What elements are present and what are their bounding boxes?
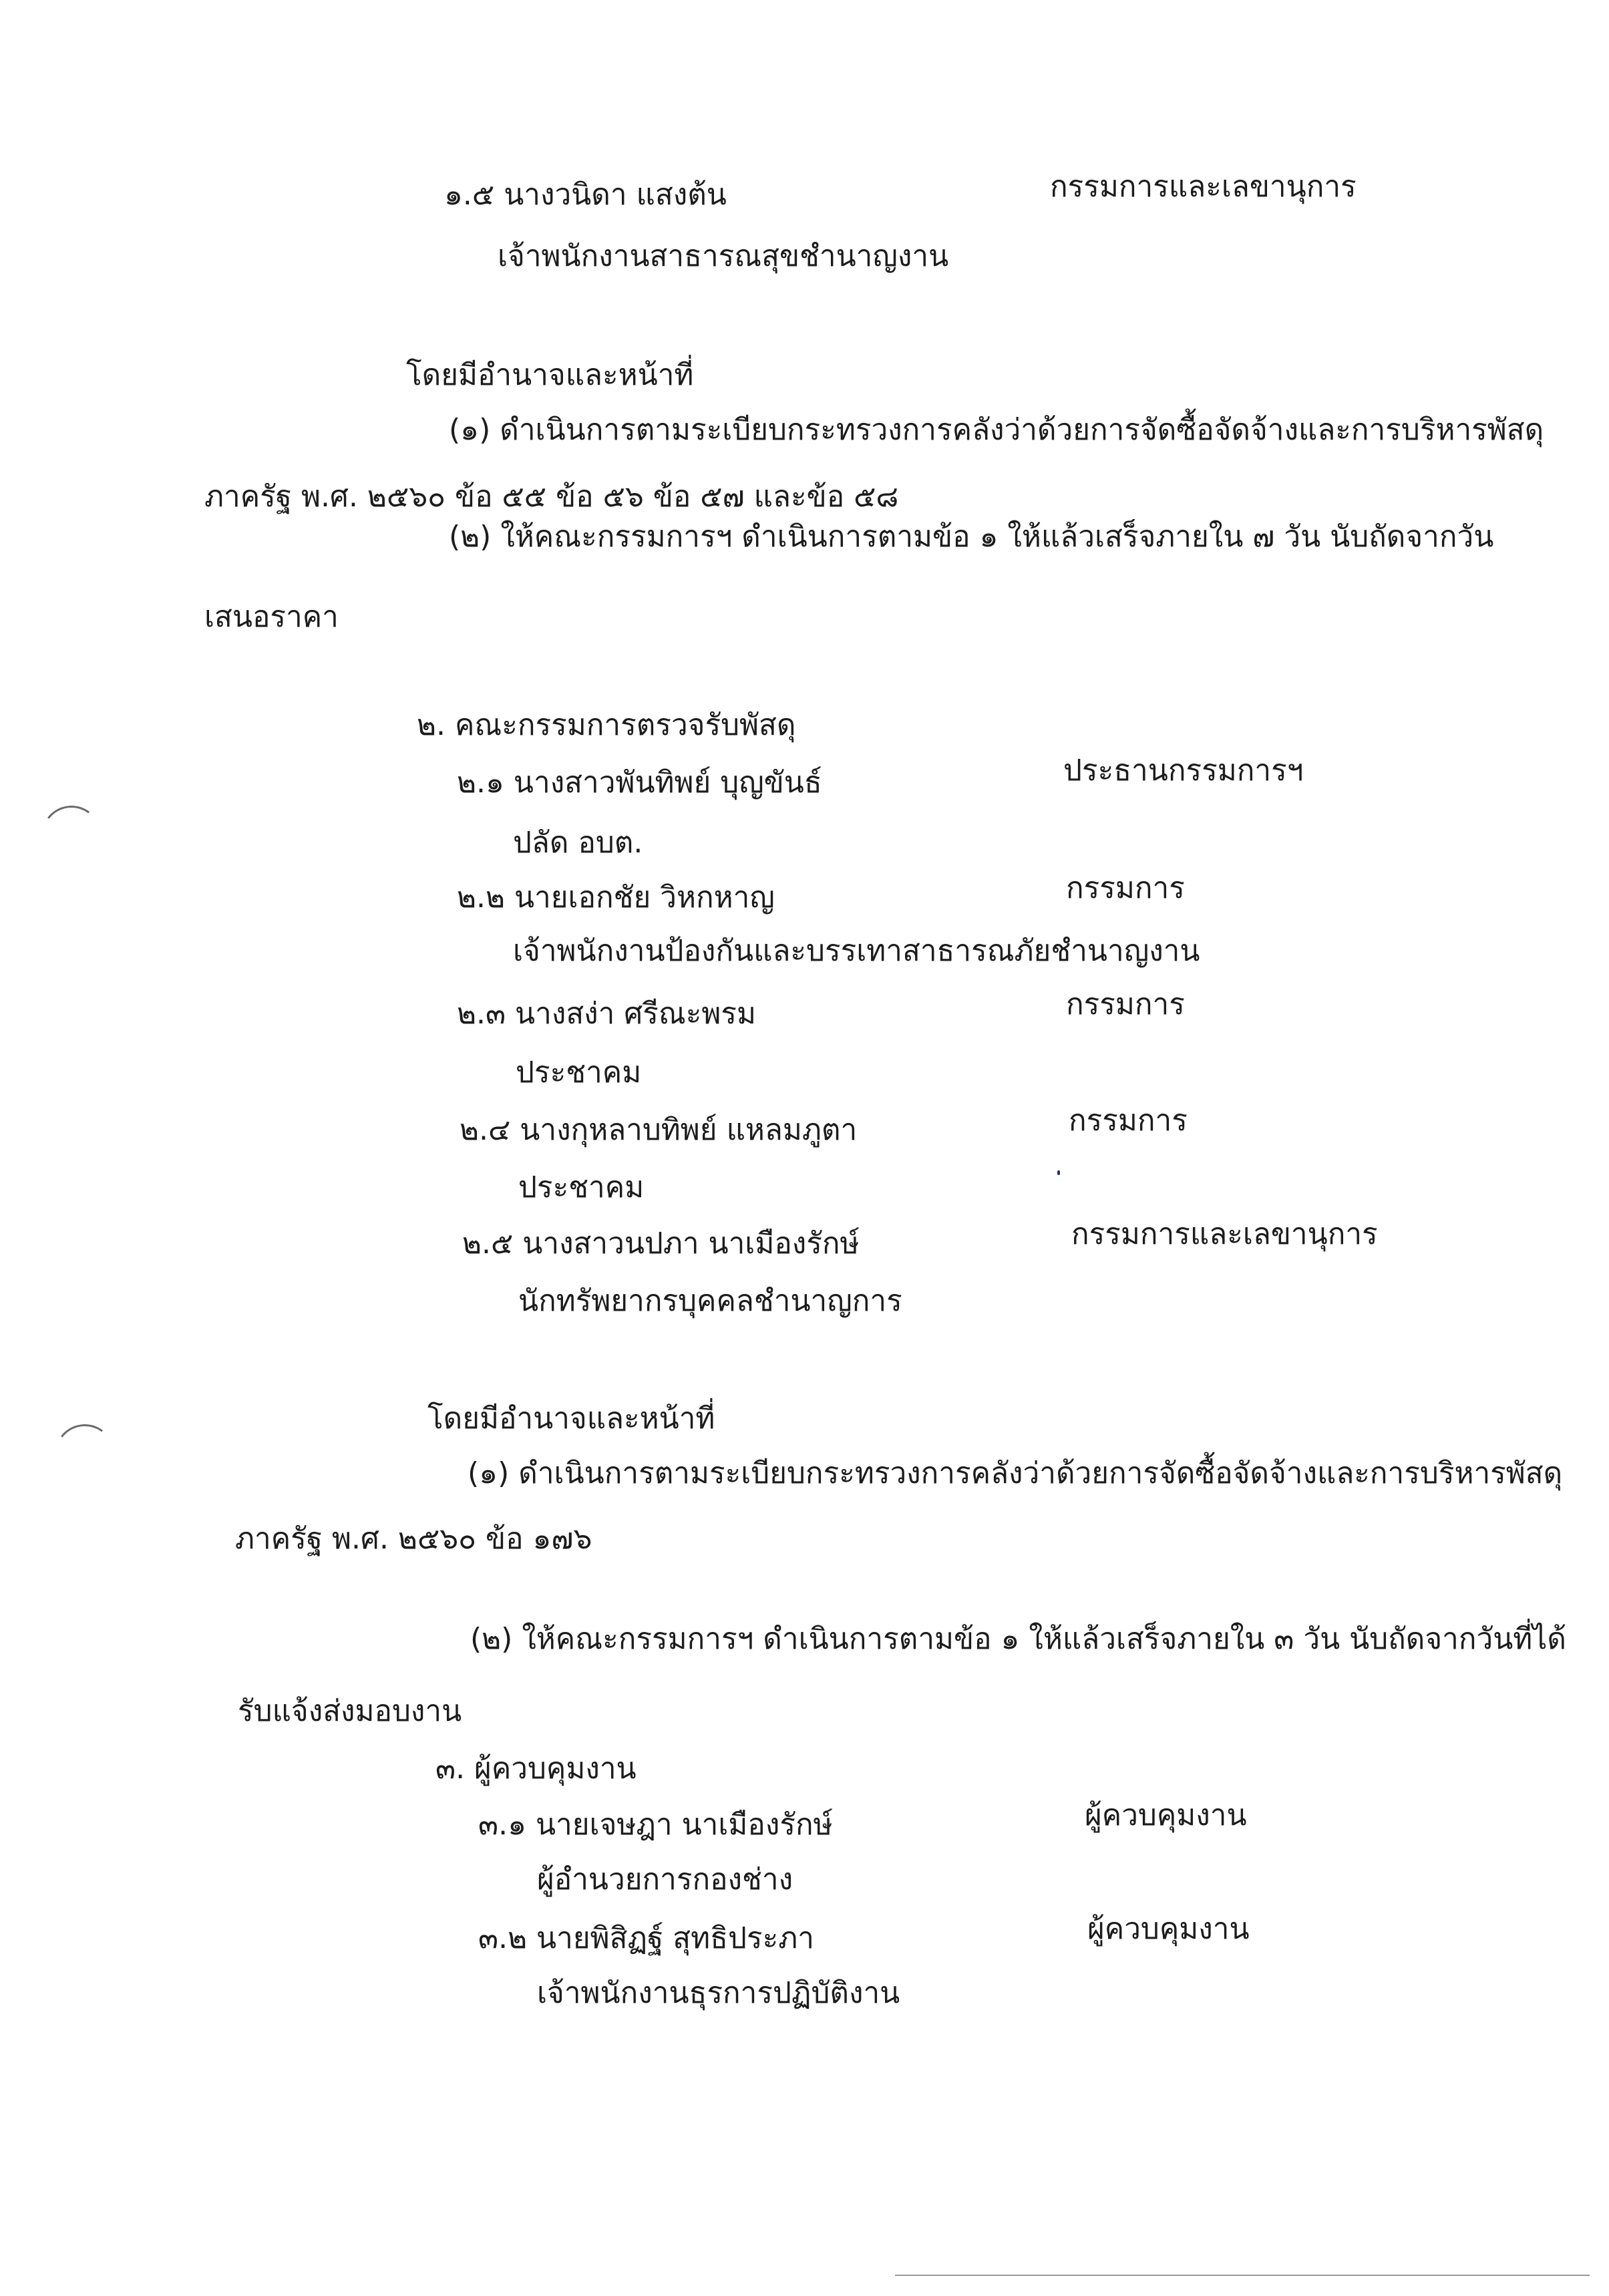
member-2-5-position: นักทรัพยากรบุคคลชำนาญการ [518, 1284, 902, 1318]
member-2-2-name: ๒.๒ นายเอกชัย วิหกหาญ [457, 880, 775, 915]
member-2-1-name: ๒.๑ นางสาวพันทิพย์ บุญขันธ์ [457, 766, 822, 800]
member-2-4-role: กรรมการ [1069, 1104, 1188, 1138]
member-3-2-position: เจ้าพนักงานธุรการปฏิบัติงาน [537, 1976, 900, 2010]
member-2-2-position: เจ้าพนักงานป้องกันและบรรเทาสาธารณภัยชำนาญงาน [513, 934, 1200, 968]
hole-punch-mark-upper [37, 802, 106, 870]
s1-duty-1-line2: ภาครัฐ พ.ศ. ๒๕๖๐ ข้อ ๕๕ ข้อ ๕๖ ข้อ ๕๗ และข้อ ๕๘ [204, 480, 899, 514]
member-2-1-position: ปลัด อบต. [513, 826, 643, 860]
member-3-2-role: ผู้ควบคุมงาน [1087, 1912, 1250, 1946]
s2-duty-2-line2: รับแจ้งส่งมอบงาน [238, 1694, 462, 1728]
ink-speck [1057, 1170, 1060, 1175]
member-2-3-role: กรรมการ [1066, 987, 1185, 1021]
member-2-4-name: ๒.๔ นางกุหลาบทิพย์ แหลมภูตา [460, 1113, 858, 1147]
member-2-5-role: กรรมการและเลขานุการ [1071, 1217, 1378, 1251]
s2-duties-heading: โดยมีอำนาจและหน้าที่ [427, 1402, 715, 1436]
member-3-1-name: ๓.๑ นายเจษฎา นาเมืองรักษ์ [478, 1808, 833, 1842]
hole-punch-mark-lower [51, 1420, 119, 1488]
member-1-5-role: กรรมการและเลขานุการ [1050, 170, 1357, 204]
s1-duties-heading: โดยมีอำนาจและหน้าที่ [406, 358, 694, 392]
member-2-3-position: ประชาคม [516, 1055, 642, 1090]
section-2-heading: ๒. คณะกรรมการตรวจรับพัสดุ [417, 708, 796, 742]
s1-duty-2-line2: เสนอราคา [204, 600, 339, 634]
s2-duty-1-line2: ภาครัฐ พ.ศ. ๒๕๖๐ ข้อ ๑๗๖ [235, 1522, 592, 1556]
member-3-2-name: ๓.๒ นายพิสิฏฐ์ สุทธิประภา [478, 1921, 814, 1955]
section-3-heading: ๓. ผู้ควบคุมงาน [435, 1752, 637, 1786]
member-3-1-position: ผู้อำนวยการกองช่าง [537, 1862, 793, 1897]
member-2-5-name: ๒.๕ นางสาวนปภา นาเมืองรักษ์ [462, 1226, 860, 1261]
s1-duty-2-line1: (๒) ให้คณะกรรมการฯ ดำเนินการตามข้อ ๑ ให้แล้วเสร็จภายใน ๗ วัน นับถัดจากวัน [449, 520, 1494, 554]
member-1-5-name: ๑.๕ นางวนิดา แสงต้น [444, 178, 727, 212]
s1-duty-1-line1: (๑) ดำเนินการตามระเบียบกระทรวงการคลังว่าด้วยการจัดซื้อจัดจ้างและการบริหารพัสดุ [449, 413, 1544, 447]
member-2-1-role: ประธานกรรมการฯ [1063, 754, 1304, 788]
member-3-1-role: ผู้ควบคุมงาน [1085, 1798, 1247, 1832]
s2-duty-2-line1: (๒) ให้คณะกรรมการฯ ดำเนินการตามข้อ ๑ ให้แล้วเสร็จภายใน ๓ วัน นับถัดจากวันที่ได้ [470, 1622, 1566, 1656]
s2-duty-1-line1: (๑) ดำเนินการตามระเบียบกระทรวงการคลังว่าด้วยการจัดซื้อจัดจ้างและการบริหารพัสดุ [468, 1456, 1563, 1490]
member-1-5-position: เจ้าพนักงานสาธารณสุขชำนาญงาน [498, 239, 949, 273]
member-2-4-position: ประชาคม [518, 1170, 645, 1204]
member-2-3-name: ๒.๓ นางสง่า ศรีณะพรม [457, 997, 757, 1031]
member-2-2-role: กรรมการ [1066, 871, 1185, 905]
footer-rule [895, 2275, 1590, 2276]
